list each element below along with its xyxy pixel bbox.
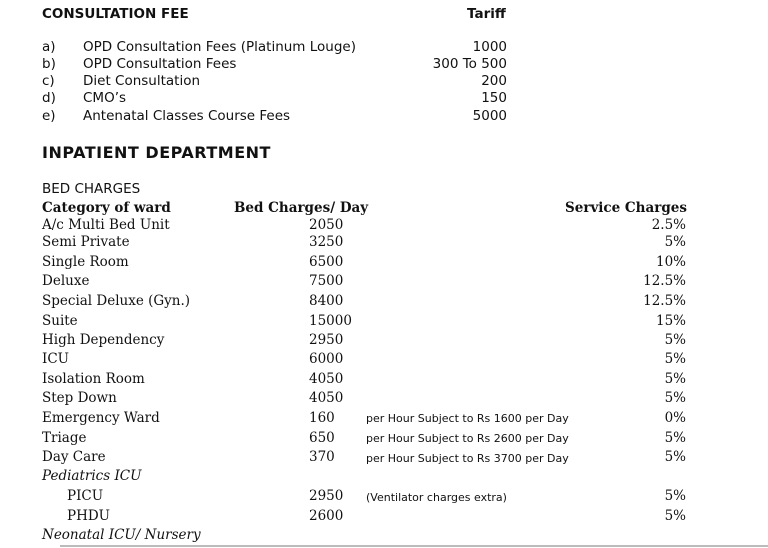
column-category: Category of ward [42, 200, 171, 216]
item-letter: e) [42, 108, 56, 124]
inpatient-heading: INPATIENT DEPARTMENT [42, 143, 271, 162]
row-service: 5% [664, 234, 686, 250]
row-bed: 4050 [309, 390, 344, 406]
item-letter: c) [42, 73, 55, 89]
row-bed: 2950 [309, 332, 344, 348]
page-bottom-rule [60, 545, 768, 547]
row-service: 15% [655, 313, 686, 329]
item-fee: 150 [481, 90, 507, 106]
row-service: 5% [664, 449, 686, 465]
row-category: Semi Private [42, 234, 130, 250]
row-category: Deluxe [42, 273, 90, 289]
row-note: per Hour Subject to Rs 3700 per Day [366, 452, 569, 465]
row-service: 12.5% [643, 273, 686, 289]
tariff-label: Tariff [467, 6, 506, 22]
row-service: 5% [664, 332, 686, 348]
row-category: PICU [67, 488, 104, 504]
row-service: 5% [664, 390, 686, 406]
row-category: Special Deluxe (Gyn.) [42, 293, 191, 309]
row-category: ICU [42, 351, 70, 367]
row-bed: 2950 [309, 488, 344, 504]
row-service: 5% [664, 508, 686, 524]
row-service: 5% [664, 371, 686, 387]
row-bed: 160 [309, 410, 335, 426]
row-category: PHDU [67, 508, 111, 524]
item-fee: 300 To 500 [432, 56, 507, 72]
row-note: per Hour Subject to Rs 2600 per Day [366, 432, 569, 445]
row-bed: 7500 [309, 273, 344, 289]
row-category: Single Room [42, 254, 129, 270]
item-name: Diet Consultation [83, 73, 201, 89]
item-letter: b) [42, 56, 56, 72]
item-letter: a) [42, 39, 56, 55]
column-bed-charges: Bed Charges/ Day [234, 200, 369, 216]
row-bed: 3250 [309, 234, 344, 250]
row-bed: 4050 [309, 371, 344, 387]
row-service: 0% [664, 410, 686, 426]
row-bed: 2600 [309, 508, 344, 524]
row-category: High Dependency [42, 332, 165, 348]
pediatrics-icu-label: Pediatrics ICU [42, 468, 142, 484]
row-category: Isolation Room [42, 371, 145, 387]
item-fee: 1000 [472, 39, 507, 55]
row-category: Step Down [42, 390, 117, 406]
item-name: OPD Consultation Fees (Platinum Louge) [83, 39, 356, 55]
row-service: 5% [664, 488, 686, 504]
row-service: 5% [664, 430, 686, 446]
bed-charges-label: BED CHARGES [42, 181, 141, 197]
row-category: A/c Multi Bed Unit [42, 217, 170, 233]
row-bed: 6500 [309, 254, 344, 270]
item-name: OPD Consultation Fees [83, 56, 237, 72]
row-service: 5% [664, 351, 686, 367]
consultation-heading: CONSULTATION FEE [42, 6, 189, 22]
row-bed: 8400 [309, 293, 344, 309]
row-category: Day Care [42, 449, 106, 465]
row-note: (Ventilator charges extra) [366, 491, 507, 504]
row-bed: 370 [309, 449, 335, 465]
row-category: Suite [42, 313, 78, 329]
item-name: CMO’s [83, 90, 127, 106]
row-bed: 650 [309, 430, 335, 446]
row-category: Triage [42, 430, 87, 446]
row-bed: 6000 [309, 351, 344, 367]
row-service: 2.5% [651, 217, 686, 233]
row-bed: 2050 [309, 217, 344, 233]
row-category: Emergency Ward [42, 410, 160, 426]
neonatal-icu-label: Neonatal ICU/ Nursery [42, 527, 201, 543]
item-fee: 5000 [472, 108, 507, 124]
column-service-charges: Service Charges [565, 200, 687, 216]
item-fee: 200 [481, 73, 507, 89]
row-bed: 15000 [309, 313, 352, 329]
item-name: Antenatal Classes Course Fees [83, 108, 291, 124]
row-service: 10% [655, 254, 686, 270]
item-letter: d) [42, 90, 56, 106]
row-note: per Hour Subject to Rs 1600 per Day [366, 412, 569, 425]
row-service: 12.5% [643, 293, 686, 309]
